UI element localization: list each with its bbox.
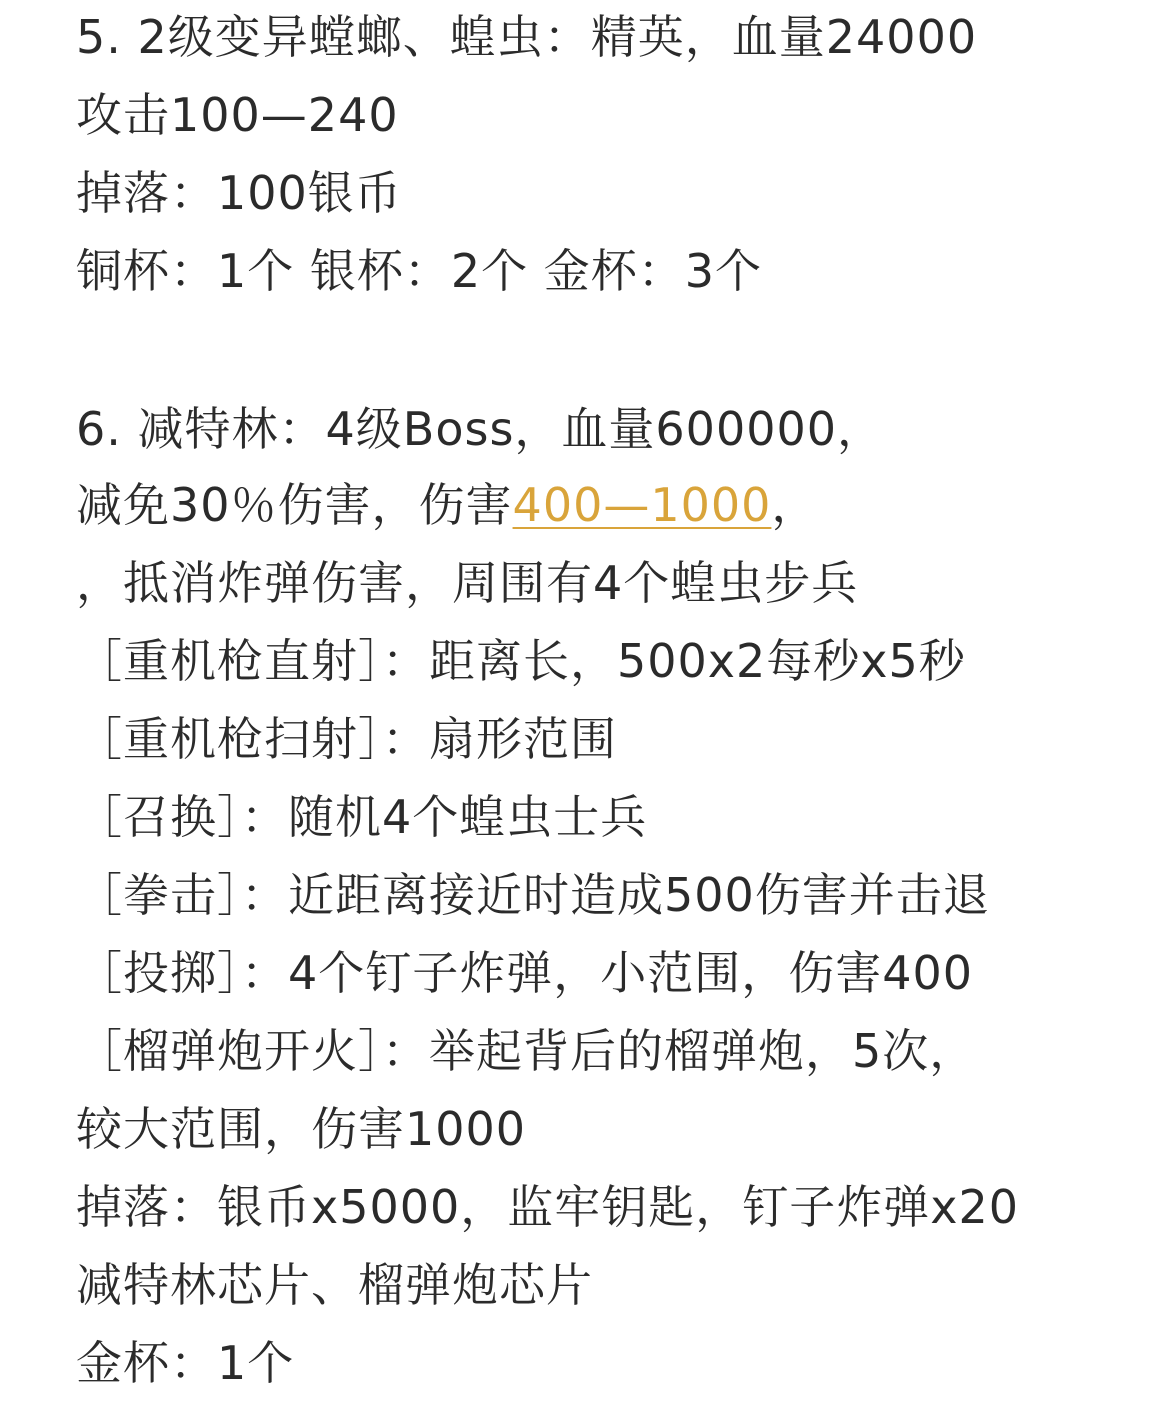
section5-cups: 铜杯：1个 银杯：2个 金杯：3个 <box>76 244 763 298</box>
section6-howitzer-detail: 较大范围，伤害1000 <box>76 1102 527 1156</box>
section5-attack: 攻击100—240 <box>76 88 399 142</box>
section6-damage-line <box>76 466 818 544</box>
section6-cup: 金杯：1个 <box>76 1336 295 1390</box>
section5-title: 5. 2级变异螳螂、蝗虫：精英，血量24000 <box>76 10 978 64</box>
section6-drops: 掉落：银币x5000，监牢钥匙，钉子炸弹x20 <box>76 1180 1020 1234</box>
damage-range-link[interactable]: 400—1000 <box>512 478 772 532</box>
skill-heavy-mg-direct: ［重机枪直射］：距离长，500x2每秒x5秒 <box>76 634 966 688</box>
section6-drops-chips: 减特林芯片、榴弹炮芯片 <box>76 1258 593 1312</box>
skill-howitzer: ［榴弹炮开火］：举起背后的榴弹炮，5次， <box>76 1024 977 1078</box>
skill-throw: ［投掷］：4个钉子炸弹，小范围，伤害400 <box>76 946 974 1000</box>
section6-title: 6. 减特林：4级Boss，血量600000， <box>76 402 885 456</box>
damage-reduction-text: 减免30％伤害，伤害 <box>76 478 513 532</box>
skill-summon: ［召换］：随机4个蝗虫士兵 <box>76 790 648 844</box>
section6-bomb-line: ，抵消炸弹伤害，周围有4个蝗虫步兵 <box>76 556 859 610</box>
section5-drops: 掉落：100银币 <box>76 166 402 220</box>
damage-line-end: ， <box>771 478 819 532</box>
skill-heavy-mg-sweep: ［重机枪扫射］：扇形范围 <box>76 712 617 766</box>
skill-punch: ［拳击］：近距离接近时造成500伤害并击退 <box>76 868 990 922</box>
